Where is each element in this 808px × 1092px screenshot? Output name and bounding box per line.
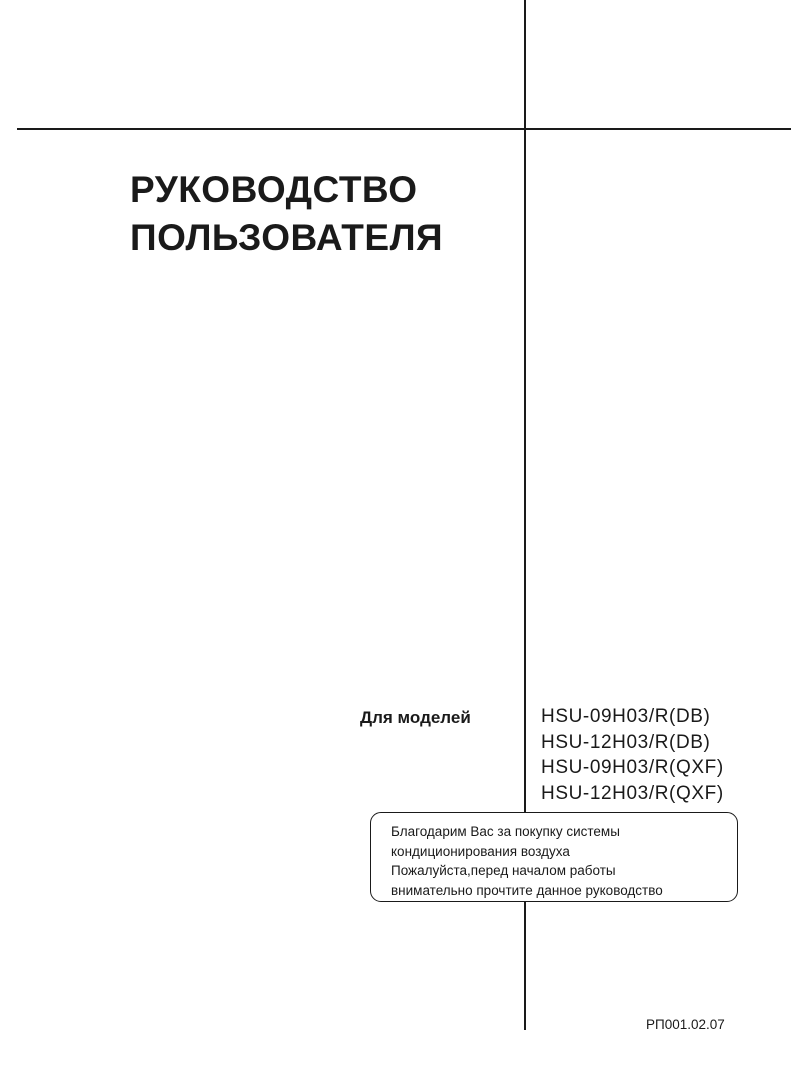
model-item: HSU-09H03/R(DB) [541, 706, 711, 727]
model-item: HSU-09H03/R(QXF) [541, 757, 724, 778]
notice-line: Благодарим Вас за покупку системы [391, 824, 620, 839]
title-line: РУКОВОДСТВО [130, 169, 418, 210]
notice-line: кондиционирования воздуха [391, 843, 570, 859]
notice-line: внимательно прочтите данное руководство [391, 882, 663, 898]
model-item: HSU-12H03/R(QXF) [541, 782, 724, 804]
title-line: ПОЛЬЗОВАТЕЛЯ [130, 217, 444, 258]
models-label: Для моделей [360, 708, 471, 727]
notice-line: Пожалуйста,перед началом работы [391, 863, 616, 878]
thank-you-notice [370, 812, 738, 902]
document-code: РП001.02.07 [646, 1017, 725, 1032]
model-item: HSU-12H03/R(DB) [541, 731, 711, 753]
horizontal-rule [17, 128, 791, 130]
page-title [130, 166, 443, 262]
model-list [541, 704, 724, 806]
